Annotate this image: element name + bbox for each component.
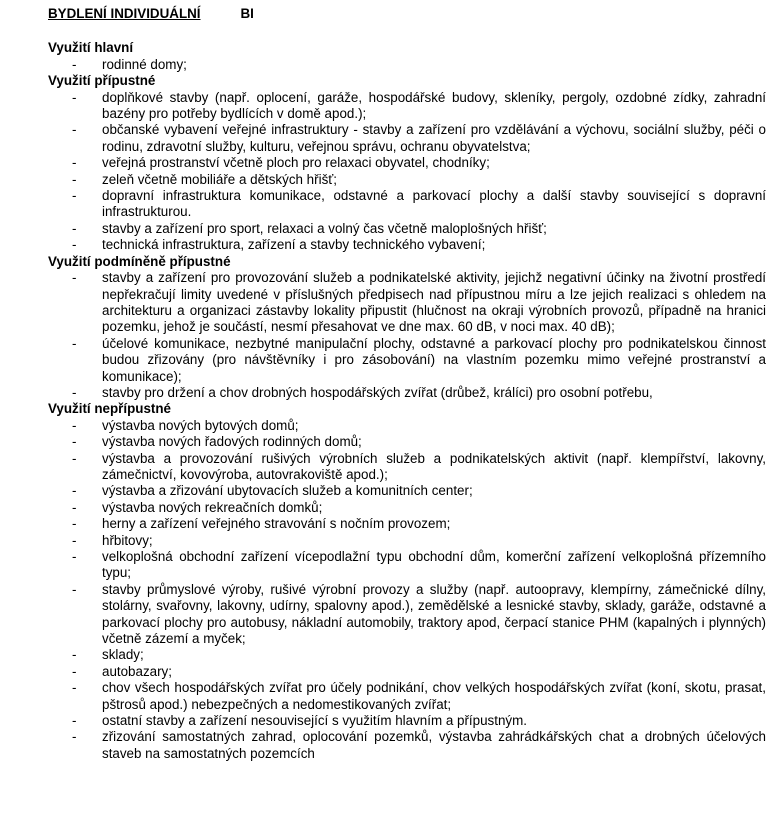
list-item: - stavby průmyslové výroby, rušivé výrobní provozy a služby (např. autoopravy, klempírny, zámečnické dílny, stolárny, svařovny, lakovny, udírny, spalovny apod.), zemědělské a lesnické stavby, sklady, garáže, odstavné a parkovací plochy pro autobusy, nákladní automobily, traktory apod, čerpací stanice PHM (kapalných i plynných) včetně zázemí a myček;	[48, 582, 766, 648]
list-item: - stavby a zařízení pro sport, relaxaci a volný čas včetně maloplošných hřišť;	[48, 221, 766, 237]
list-item: - výstavba nových bytových domů;	[48, 418, 766, 434]
list-item: - veřejná prostranství včetně ploch pro relaxaci obyvatel, chodníky;	[48, 155, 766, 171]
section	[48, 73, 766, 253]
list-item: - hřbitovy;	[48, 533, 766, 549]
section-heading: Využití podmíněně přípustné	[48, 253, 231, 269]
document-title	[48, 6, 281, 22]
section-list	[48, 57, 732, 73]
section-heading: Využití přípustné	[48, 73, 156, 89]
list-item: - dopravní infrastruktura komunikace, odstavné a parkovací plochy a další stavby související s dopravní infrastrukturou.	[48, 188, 766, 221]
sections-container	[48, 40, 766, 762]
section-list	[48, 89, 766, 254]
list-item: - zeleň včetně mobiliáře a dětských hřišť;	[48, 172, 766, 188]
list-item: - sklady;	[48, 647, 766, 663]
section-list	[48, 417, 766, 763]
list-item: - technická infrastruktura, zařízení a stavby technického vybavení;	[48, 237, 766, 253]
title-text: BYDLENÍ INDIVIDUÁLNÍ	[48, 6, 201, 21]
list-item: - herny a zařízení veřejného stravování s nočním provozem;	[48, 516, 766, 532]
list-item: - občanské vybavení veřejné infrastruktury - stavby a zařízení pro vzdělávání a výchovu, sociální služby, péči o rodinu, zdravotní služby, kulturu, veřejnou správu, ochranu obyvatelstva;	[48, 122, 766, 155]
list-item: - účelové komunikace, nezbytné manipulační plochy, odstavné a parkovací plochy pro podnikatelskou činnost budou zřizovány (pro návštěvníky i pro zásobování) na vlastním pozemku mimo veřejné prostranství a komunikace);	[48, 336, 766, 385]
list-item: - výstavba a provozování rušivých výrobních služeb a podnikatelských aktivit (např. klempířství, lakovny, zámečnictví, kovovýroba, autovrakoviště apod.);	[48, 451, 766, 484]
zone-code: BI	[240, 6, 254, 21]
list-item: - autobazary;	[48, 664, 766, 680]
list-item: - stavby a zařízení pro provozování služeb a podnikatelské aktivity, jejichž negativní účinky na životní prostředí nepřekračují limity uvedené v příslušných předpisech nad přípustnou míru a lze jejich realizaci s ohledem na architekturu a organizaci zástavby lokality připustit (hlučnost na okraji výrobních provozů, případně na hranici pozemku, jehož je součástí, nesmí přesahovat ve dne max. 60 dB, v noci max. 40 dB);	[48, 270, 766, 336]
list-item: - velkoplošná obchodní zařízení vícepodlažní typu obchodní dům, komerční zařízení velkoplošná přízemního typu;	[48, 549, 766, 582]
list-item: - doplňkové stavby (např. oplocení, garáže, hospodářské budovy, skleníky, pergoly, ozdobné zídky, zahradní bazény pro potřeby bydlících v domě apod.);	[48, 90, 766, 123]
list-item: - zřizování samostatných zahrad, oplocování pozemků, výstavba zahrádkářských chat a drobných účelových staveb na samostatných pozemcích	[48, 729, 766, 762]
section	[48, 40, 732, 73]
list-item: - stavby pro držení a chov drobných hospodářských zvířat (drůbež, králíci) pro osobní potřebu,	[48, 385, 766, 401]
section	[48, 401, 766, 762]
list-item: - výstavba a zřizování ubytovacích služeb a komunitních center;	[48, 483, 766, 499]
list-item: - ostatní stavby a zařízení nesouvisející s využitím hlavním a přípustným.	[48, 713, 766, 729]
list-item: - chov všech hospodářských zvířat pro účely podnikání, chov velkých hospodářských zvířat (koní, skotu, prasat, pštrosů apod.) nebezpečných a nedomestikovaných zvířat;	[48, 680, 766, 713]
section	[48, 253, 766, 402]
section-heading: Využití hlavní	[48, 40, 134, 56]
list-item: - rodinné domy;	[48, 57, 766, 73]
section-list	[48, 270, 766, 401]
section-heading: Využití nepřípustné	[48, 401, 172, 417]
list-item: - výstavba nových řadových rodinných domů;	[48, 434, 766, 450]
list-item: - výstavba nových rekreačních domků;	[48, 500, 766, 516]
